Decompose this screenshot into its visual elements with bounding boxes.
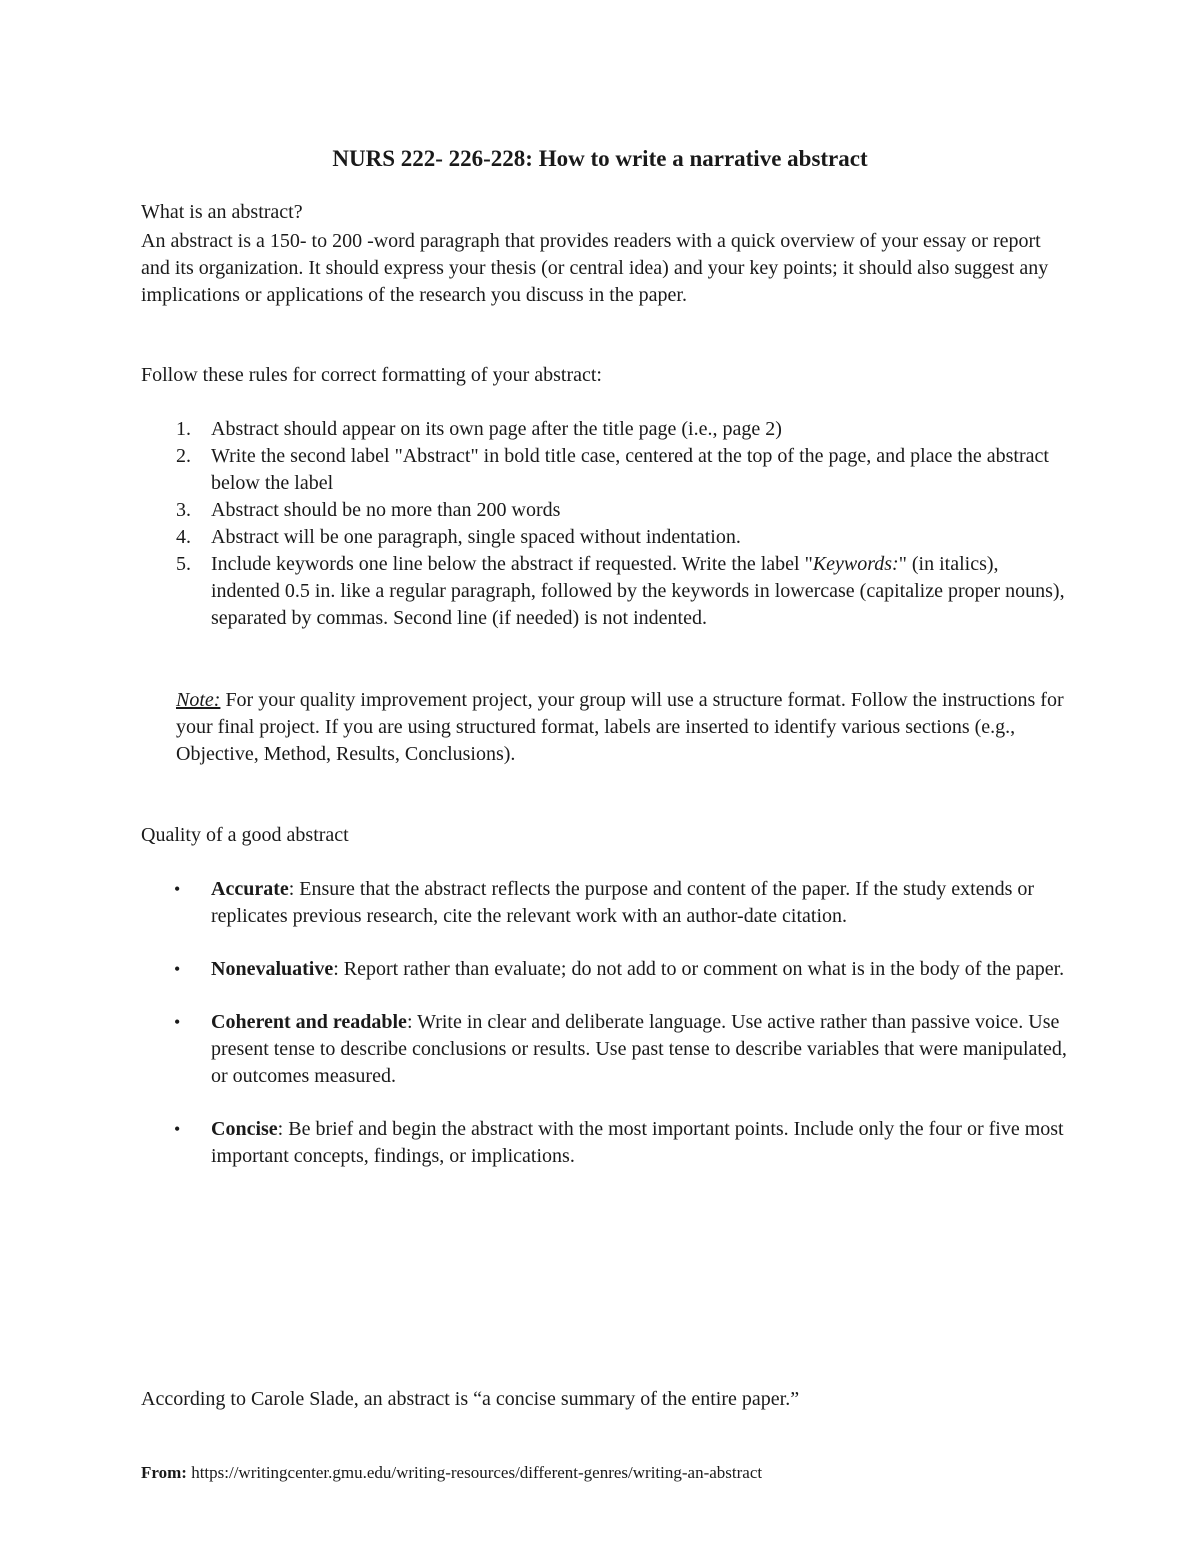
bullet-icon: •	[174, 1119, 181, 1139]
bullet-icon: •	[174, 1012, 181, 1032]
quality-list	[141, 876, 1071, 1196]
list-item-text: Abstract should be no more than 200 words	[211, 499, 561, 521]
list-number: 1.	[176, 418, 191, 440]
source-url: https://writingcenter.gmu.edu/writing-resources/different-genres/writing-an-abstract	[186, 1463, 763, 1482]
list-item-text: Abstract will be one paragraph, single spaced without indentation.	[211, 526, 741, 548]
source-label: From:	[141, 1463, 187, 1482]
list-item-text: Abstract should appear on its own page after the title page (i.e., page 2)	[211, 418, 782, 440]
note-paragraph	[176, 687, 1071, 768]
list-item	[141, 876, 1071, 930]
document-title: NURS 222- 226-228: How to write a narrative abstract	[332, 146, 868, 171]
list-number: 2.	[176, 445, 191, 467]
quality-text: : Be brief and begin the abstract with the most important points. Include only the four or five most important concepts, findings, or implications.	[211, 1118, 1064, 1167]
list-item-text: Write the second label "Abstract" in bold title case, centered at the top of the page, and place the abstract below the label	[211, 445, 1049, 494]
quality-heading: Quality of a good abstract	[141, 824, 349, 846]
list-number: 4.	[176, 526, 191, 548]
quality-text: : Report rather than evaluate; do not add to or comment on what is in the body of the paper.	[333, 958, 1065, 980]
list-number: 3.	[176, 499, 191, 521]
question-heading: What is an abstract?	[141, 201, 303, 223]
quality-text: : Ensure that the abstract reflects the purpose and content of the paper. If the study extends or replicates previous research, cite the relevant work with an author-date citation.	[211, 878, 1035, 927]
slade-quote: According to Carole Slade, an abstract is “a concise summary of the entire paper.”	[141, 1388, 800, 1410]
list-item-text-after: " (in italics), indented 0.5 in. like a regular paragraph, followed by the keywords in lowercase (capitalize proper nouns), separated by commas. Second line (if needed) is not indented.	[211, 553, 1065, 629]
quality-text: : Write in clear and deliberate language. Use active rather than passive voice. Use present tense to describe conclusions or results. Use past tense to describe variables that were manipulated, or outcomes measured.	[211, 1011, 1067, 1087]
source-line	[141, 1462, 1071, 1484]
keywords-italic-label: Keywords:	[812, 553, 899, 575]
intro-paragraph: An abstract is a 150- to 200 -word paragraph that provides readers with a quick overview of your essay or report and its organization. It should express your thesis (or central idea) and your key points; it should also suggest any implications or applications of the research you discuss in the paper.	[141, 230, 1049, 306]
list-item	[141, 443, 1071, 497]
bullet-icon: •	[174, 879, 181, 899]
list-item	[141, 416, 1071, 443]
note-label: Note:	[176, 689, 221, 711]
formatting-rules-list	[141, 416, 1071, 632]
list-item	[141, 524, 1071, 551]
list-item-text-before: Include keywords one line below the abstract if requested. Write the label "	[211, 553, 813, 575]
quality-term: Coherent and readable	[211, 1011, 407, 1033]
list-number: 5.	[176, 553, 191, 575]
list-item	[141, 551, 1071, 632]
list-item	[141, 956, 1071, 983]
bullet-icon: •	[174, 959, 181, 979]
quality-term: Accurate	[211, 878, 289, 900]
quality-term: Concise	[211, 1118, 278, 1140]
list-item	[141, 497, 1071, 524]
rules-intro: Follow these rules for correct formatting of your abstract:	[141, 364, 602, 386]
list-item	[141, 1009, 1071, 1090]
quality-term: Nonevaluative	[211, 958, 334, 980]
note-text: For your quality improvement project, your group will use a structure format. Follow the instructions for your final project. If you are using structured format, labels are inserted to identify various sections (e.g., Objective, Method, Results, Conclusions).	[176, 689, 1064, 765]
list-item	[141, 1116, 1071, 1170]
